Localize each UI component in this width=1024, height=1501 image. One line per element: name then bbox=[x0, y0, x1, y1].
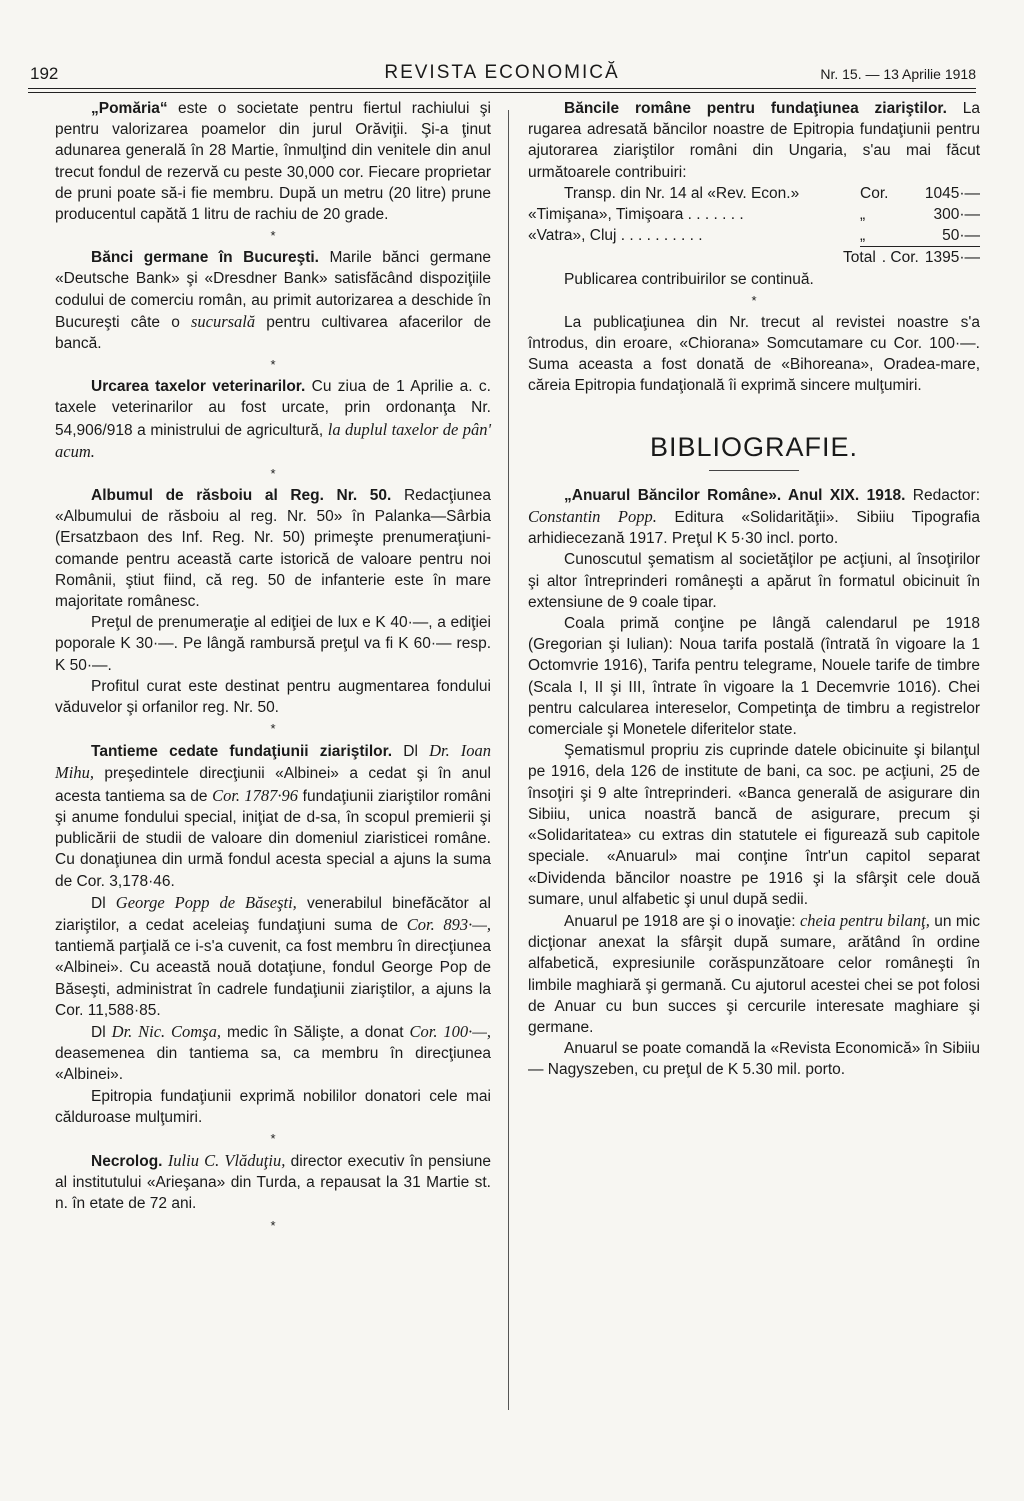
article-erata: La publicaţiunea din Nr. trecut al revistei noastre s'a întrodus, din eroare, «Chiorana» Somcutamare cu Cor. 100·—. Suma aceasta a fost donată de «Bihoreana», Oradea-mare, căreia Epitropia fundaţională îi exprimă sincere mulţumiri. bbox=[528, 313, 980, 395]
article-paragraph: Şematismul propriu zis cuprinde datele obicinuite şi bilanţul pe 1916, dela 126 de institute de bani, ca soc. pe acţiuni, 25 de însoţiri şi 9 alte întreprinderi. «Banca generală de asigurare din Sibiiu, unica noastră bancă de asigurare, precum şi «Solidaritatea» cu extras din statutele ei figurează sub capitole speciale. «Anuarul» mai conţine într'un capitol separat «Dividenda băncilor noastre pe 1916 şi la sfârşit cele două sumare, unul alfabetic şi unul după sedii. bbox=[528, 742, 980, 908]
article-paragraph: Epitropia fundaţiunii exprimă nobililor donatori cele mai călduroase mulţumiri. bbox=[55, 1087, 491, 1126]
amount: Cor. 893·—, bbox=[406, 914, 491, 934]
total-label: Total bbox=[843, 249, 876, 267]
article-paragraph: Anuarul se poate comandă la «Revista Economică» în Sibiiu — Nagyszeben, cu preţul de K 5.30 mil. porto. bbox=[528, 1040, 980, 1079]
journal-title: REVISTA ECONOMICĂ bbox=[384, 62, 620, 83]
running-header bbox=[28, 58, 976, 88]
person-name: Constantin Popp. bbox=[528, 507, 657, 527]
person-name: Iuliu C. Vlăduţiu, bbox=[167, 1150, 286, 1170]
article-text: venerabilul binefăcător al ziariştilor, a cedat aceleiaş fundaţiuni suma de bbox=[55, 894, 491, 934]
article-heading: Necrolog. bbox=[91, 1152, 163, 1170]
article-banci-germane bbox=[55, 247, 491, 354]
article-heading: „Anuarul Băncilor Române». Anul XIX. 1918. bbox=[564, 486, 906, 504]
article-text: deasemenea din tantiema sa, ca membru în direcţiunea «Albinei». bbox=[55, 1045, 491, 1084]
contribution-amount-cell bbox=[860, 225, 980, 247]
issue-date: Nr. 15. — 13 Aprilie 1918 bbox=[820, 66, 976, 82]
article-italic: cheia pentru bilanţ, bbox=[799, 910, 930, 930]
page-number: 192 bbox=[30, 64, 59, 83]
article-text: Dl bbox=[91, 1023, 112, 1041]
section-rule bbox=[709, 470, 799, 471]
article-bancile-romane bbox=[528, 98, 980, 183]
contribution-label: Transp. din Nr. 14 al «Rev. Econ.» bbox=[564, 184, 800, 202]
article-text: Editura «Solidarităţii». Sibiiu Tipografia arhidiecezană 1917. Preţul K 5·30 incl. porto. bbox=[528, 509, 980, 548]
article-pomaria bbox=[55, 98, 491, 225]
separator: * bbox=[751, 292, 757, 308]
currency: „ bbox=[860, 227, 866, 245]
left-column bbox=[55, 98, 491, 1237]
right-column bbox=[528, 98, 980, 1081]
person-name: Dr. Nic. Comşa, bbox=[111, 1021, 221, 1041]
article-text: Redacţiunea «Albumului de răsboiu al reg. Nr. 50» în Palanka—Sârbia (Ersatzbaon des Inf. Reg. Nr. 50) primeşte prenumeraţiuni-comande pentru această carte istorică de valoare pentru noi Românii, ştiut fiind, că reg. 50 de infanterie este în mare majoritate românesc. bbox=[55, 487, 491, 611]
article-text: Redactor: bbox=[905, 486, 980, 504]
article-paragraph: Publicarea contribuirilor se continuă. bbox=[564, 270, 814, 288]
article-heading: Urcarea taxelor veterinarilor. bbox=[91, 378, 306, 396]
article-necrolog bbox=[55, 1150, 491, 1215]
article-text: La rugarea adresată băncilor noastre de Epitropia fundaţiunii pentru ajutorarea ziariştilor români din Ungaria, s'au mai făcut următoarele contribuiri: bbox=[528, 100, 980, 181]
article-text: tantiemă parţială ce i-s'a cuvenit, ca fost membru în direcţiunea «Albinei». Cu această nouă dotaţiune, fondul George Pop de Băseşti, administrat în cadrele fundaţiunii ziariştilor, a ajuns la Cor. 11,588·85. bbox=[55, 938, 491, 1019]
column-divider bbox=[508, 110, 509, 1410]
separator: * bbox=[270, 357, 276, 373]
article-paragraph: Cunoscutul şematism al societăţilor pe acţiuni, al însoţirilor şi altor întreprinderi româneşti a apărut în formatul obicinuit în extensiune de 9 coale tipar. bbox=[528, 551, 980, 611]
contribution-row bbox=[528, 183, 980, 204]
contribution-amount-cell bbox=[860, 183, 980, 204]
article-text: pentru cultivarea afacerilor de bancă. bbox=[55, 313, 491, 353]
article-anuarul bbox=[528, 485, 980, 550]
article-urcarea-taxelor bbox=[55, 376, 491, 463]
article-heading: „Pomăria“ bbox=[91, 100, 168, 117]
article-text: este o societate pentru fiertul rachiului şi pentru valorizarea poamelor din jurul Orăviţii. Şi-a ţinut adunarea generală în 28 Martie, înmulţind din venitele din anul trecut fondul de rezervă cu peste 30,000 cor. Fiecare proprietar de pruni poate să-i fie membru. După un metru (20 litre) prune producentul capătă 1 litru de rachiu de 20 grade. bbox=[55, 100, 491, 224]
person-name: Dr. Ioan Mihu, bbox=[55, 741, 491, 783]
contribution-label: «Vatra», Cluj . . . . . . . . . . bbox=[528, 227, 703, 245]
amount: 50·— bbox=[942, 227, 980, 245]
article-text: Dl bbox=[392, 743, 430, 761]
amount: 1045·— bbox=[924, 184, 980, 202]
contributions-table bbox=[528, 183, 980, 269]
article-text: un mic dicţionar anexat la sfârşit după sumare, arătând în ordine alfabetică, expresiunile corăspunzătoare celor româneşti în limbile maghiară şi germană. Cu ajutorul acestei chei se pot folosi de Anuar cu bun succes şi cercurile interesate maghiare şi germane. bbox=[528, 912, 980, 1036]
separator: * bbox=[270, 721, 276, 737]
contribution-total-row bbox=[528, 247, 980, 268]
article-text: Cu ziua de 1 Aprilie a. c. taxele veterinarilor au fost urcate, prin ordonanţa Nr. 54,906/918 a ministrului de agricultură, bbox=[55, 378, 491, 439]
header-rule bbox=[28, 88, 976, 89]
article-paragraph bbox=[528, 910, 980, 1038]
currency: . Cor. bbox=[881, 249, 919, 267]
header-rule-double bbox=[28, 92, 976, 93]
article-tantieme bbox=[55, 740, 491, 891]
article-text: Marile bănci germane «Deutsche Bank» şi «Dresdner Bank» satisfăcând dispoziţiile codului de comerciu român, au primit autorizarea a deschide în Bucureşti câte o bbox=[55, 249, 491, 331]
article-text: Dl bbox=[91, 894, 116, 912]
article-heading: Bănci germane în Bucureşti. bbox=[91, 249, 319, 267]
contribution-amount-cell bbox=[860, 204, 980, 225]
article-paragraph: Profitul curat este destinat pentru augmentarea fondului văduvelor şi orfanilor reg. Nr. 50. bbox=[55, 677, 491, 717]
amount: Cor. 1787·96 bbox=[212, 785, 299, 805]
contribution-row bbox=[528, 204, 980, 225]
article-paragraph: Coala primă conţine pe lângă calendarul pe 1918 (Gregorian şi Iulian): Noua tarifa postală (întrată în vigoare la 1 Octomvrie 1916), Tarifa pentru telegrame, Nouele tarife de timbre (Scala I, II şi III, întrate în vigoare la 1 Decemvrie 1016). Chei pentru calcularea intereselor, Competinţa de timbru a registrelor comerciale şi Monetele diferitelor state. bbox=[528, 615, 980, 739]
contribution-label: «Timişana», Timişoara . . . . . . . bbox=[528, 206, 744, 224]
article-heading: Băncile române pentru fundaţiunea ziariştilor. bbox=[564, 100, 947, 117]
person-name: George Popp de Băseşti, bbox=[115, 892, 297, 912]
amount: Cor. 100·—, bbox=[409, 1021, 491, 1041]
total-amount: 1395·— bbox=[924, 249, 980, 267]
article-paragraph: Preţul de prenumeraţie al ediţiei de lux e K 40·—, a ediţiei poporale K 30·—. Pe lângă rambursă preţul va fi K 60·— resp. K 50·—. bbox=[55, 614, 491, 674]
contribution-row bbox=[528, 225, 980, 247]
article-italic: sucursală bbox=[190, 311, 256, 331]
article-text: Anuarul pe 1918 are şi o inovaţie: bbox=[564, 912, 800, 930]
article-text: medic în Sălişte, a donat bbox=[220, 1023, 410, 1041]
article-albumul bbox=[55, 485, 491, 612]
amount: 300·— bbox=[933, 206, 980, 224]
section-title: BIBLIOGRAFIE. bbox=[649, 431, 859, 462]
separator: * bbox=[270, 1217, 276, 1233]
currency: Cor. bbox=[860, 184, 889, 202]
article-paragraph bbox=[55, 892, 491, 1021]
article-paragraph bbox=[55, 1021, 491, 1086]
article-text: fundaţiunii ziariştilor români şi anume fondului special, iniţiat de d-sa, în scopul premierii şi publicării de studii de valoare din domeniul ziaristicei române. Cu donaţiunea din urmă fondul acesta special a ajuns la suma de Cor. 3,178·46. bbox=[55, 787, 491, 890]
article-heading: Albumul de răsboiu al Reg. Nr. 50. bbox=[91, 487, 392, 505]
article-text: director executiv în pensiune al institutului «Arieşana» din Turda, a repausat la 31 Martie st. n. în etate de 72 ani. bbox=[55, 1152, 492, 1213]
article-italic: la duplul taxelor de pân' acum. bbox=[55, 419, 491, 461]
separator: * bbox=[270, 466, 276, 482]
separator: * bbox=[270, 1130, 276, 1146]
separator: * bbox=[270, 228, 276, 244]
article-heading: Tantieme cedate fundaţiunii ziariştilor. bbox=[91, 743, 393, 761]
currency: „ bbox=[860, 206, 866, 224]
article-text: preşedintele direcţiunii «Albinei» a cedat şi în anul acesta tantiema sa de bbox=[55, 765, 491, 805]
